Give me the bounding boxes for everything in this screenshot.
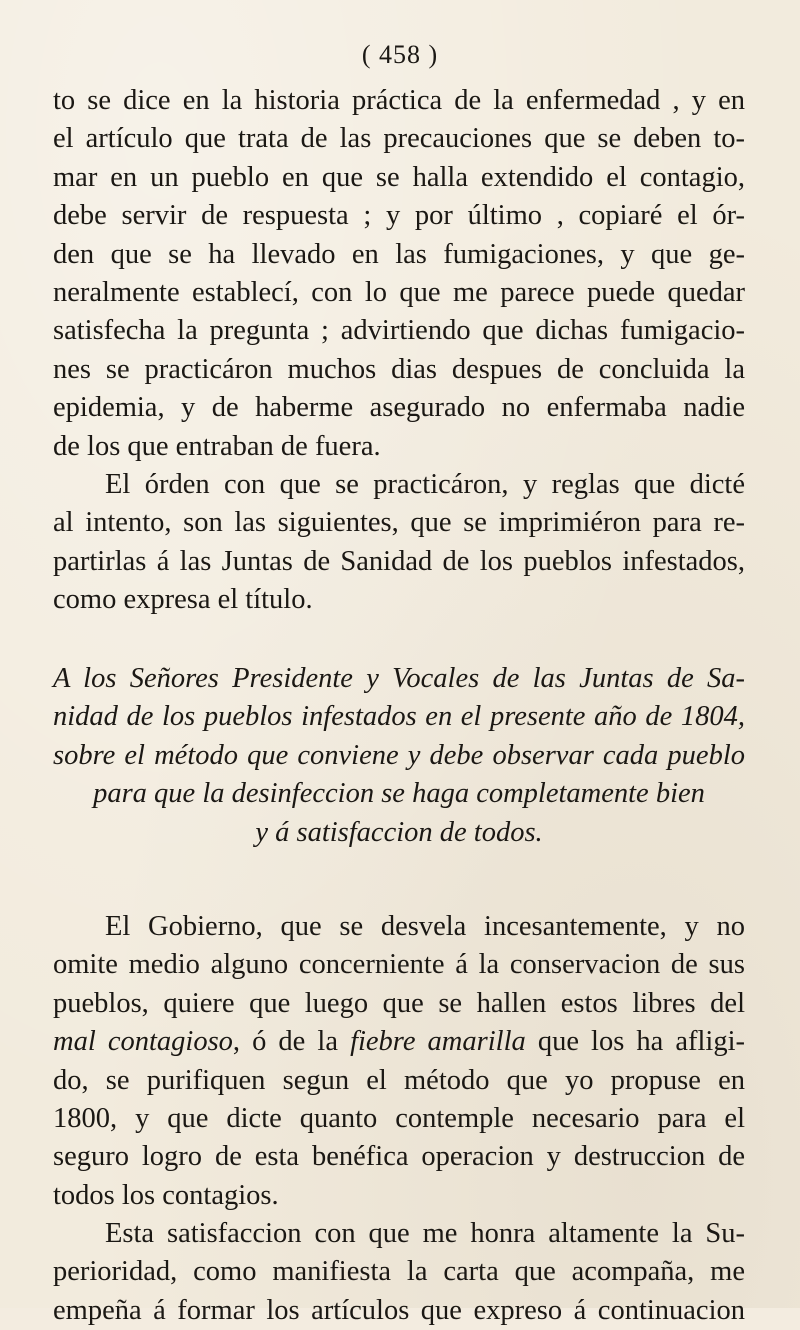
text-line: empeña á formar los artículos que expreso á continuacion	[53, 1294, 745, 1326]
section-heading	[53, 660, 745, 852]
italic-phrase: fiebre amarilla	[350, 1026, 526, 1058]
text-line: do, se purifiquen segun el método que yo propuse en	[53, 1064, 745, 1096]
heading-line: y á satisfaccion de todos.	[255, 816, 543, 848]
text-line: to se dice en la historia práctica de la enfermedad , y en	[53, 85, 745, 116]
text-fragment: que los ha afligi-	[525, 1026, 746, 1058]
text-line: mar en un pueblo en que se halla extendido el contagio,	[53, 161, 745, 193]
page-number: ( 458 )	[361, 40, 439, 69]
text-line: Esta satisfaccion con que me honra altamente la Su-	[105, 1218, 745, 1249]
text-line: partirlas á las Juntas de Sanidad de los pueblos infestados,	[53, 545, 745, 577]
italic-phrase: mal contagioso	[53, 1026, 233, 1058]
text-line: El Gobierno, que se desvela incesantemente, y no	[105, 911, 745, 942]
paragraph-order	[53, 466, 745, 620]
text-line: de los que entraban de fuera.	[53, 430, 381, 462]
paragraph-government	[53, 908, 745, 1215]
heading-line: para que la desinfeccion se haga completamente bien	[93, 778, 705, 810]
heading-line: nidad de los pueblos infestados en el presente año de 1804,	[53, 701, 745, 733]
text-line: 1800, y que dicte quanto contemple necesario para el	[53, 1102, 745, 1134]
text-line: el artículo que trata de las precauciones que se deben to-	[53, 123, 745, 155]
text-line: neralmente establecí, con lo que me parece puede quedar	[53, 276, 745, 308]
text-line: satisfecha la pregunta ; advirtiendo que dichas fumigacio-	[53, 315, 745, 347]
text-line: El órden con que se practicáron, y reglas que dicté	[105, 469, 745, 500]
text-line: pueblos, quiere que luego que se hallen estos libres del	[53, 987, 745, 1019]
heading-line: sobre el método que conviene y debe observar cada pueblo	[53, 739, 745, 771]
text-line: nes se practicáron muchos dias despues de concluida la	[53, 353, 745, 385]
text-line: debe servir de respuesta ; y por último , copiaré el ór-	[53, 200, 745, 232]
text-line	[53, 1023, 745, 1061]
text-line: todos los contagios.	[53, 1179, 279, 1211]
text-fragment: , ó de la	[232, 1026, 351, 1058]
paragraph-continuation	[53, 82, 745, 466]
text-line: den que se ha llevado en las fumigaciones, y que ge-	[53, 238, 745, 270]
text-line: como expresa el título.	[53, 584, 313, 616]
heading-line: A los Señores Presidente y Vocales de las Juntas de Sa-	[53, 663, 745, 694]
text-line: omite medio alguno concerniente á la conservacion de sus	[53, 949, 745, 981]
text-line: seguro logro de esta benéfica operacion y destruccion de	[53, 1141, 745, 1173]
paragraph-satisfaction	[53, 1215, 745, 1330]
text-line: epidemia, y de haberme asegurado no enfermaba nadie	[53, 392, 745, 424]
text-line: perioridad, como manifiesta la carta que acompaña, me	[53, 1256, 745, 1288]
text-line: al intento, son las siguientes, que se imprimiéron para re-	[53, 507, 745, 539]
